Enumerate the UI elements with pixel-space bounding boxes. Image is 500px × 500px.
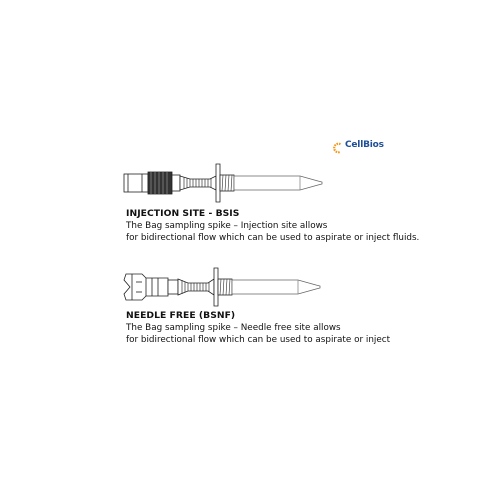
injection-site-spike-drawing-icon (112, 160, 342, 206)
needle-free-description-line-1: The Bag sampling spike – Needle free site allows (126, 323, 341, 333)
injection-site-description-line-2: for bidirectional flow which can be used to aspirate or inject fluids. (126, 233, 420, 243)
injection-site-description-line-1: The Bag sampling spike – Injection site allows (126, 221, 328, 231)
cellbios-logo-mark-icon (332, 139, 344, 151)
injection-site-title: INJECTION SITE - BSIS (126, 208, 240, 219)
needle-free-caption (126, 310, 496, 346)
cellbios-logo (332, 137, 384, 153)
logo-text: CellBios (345, 140, 384, 150)
needle-free-description-line-2: for bidirectional flow which can be used to aspirate or inject (126, 335, 391, 345)
needle-free-title: NEEDLE FREE (BSNF) (126, 310, 236, 321)
needle-free-spike-drawing-icon (112, 264, 342, 310)
injection-site-caption (126, 208, 496, 244)
